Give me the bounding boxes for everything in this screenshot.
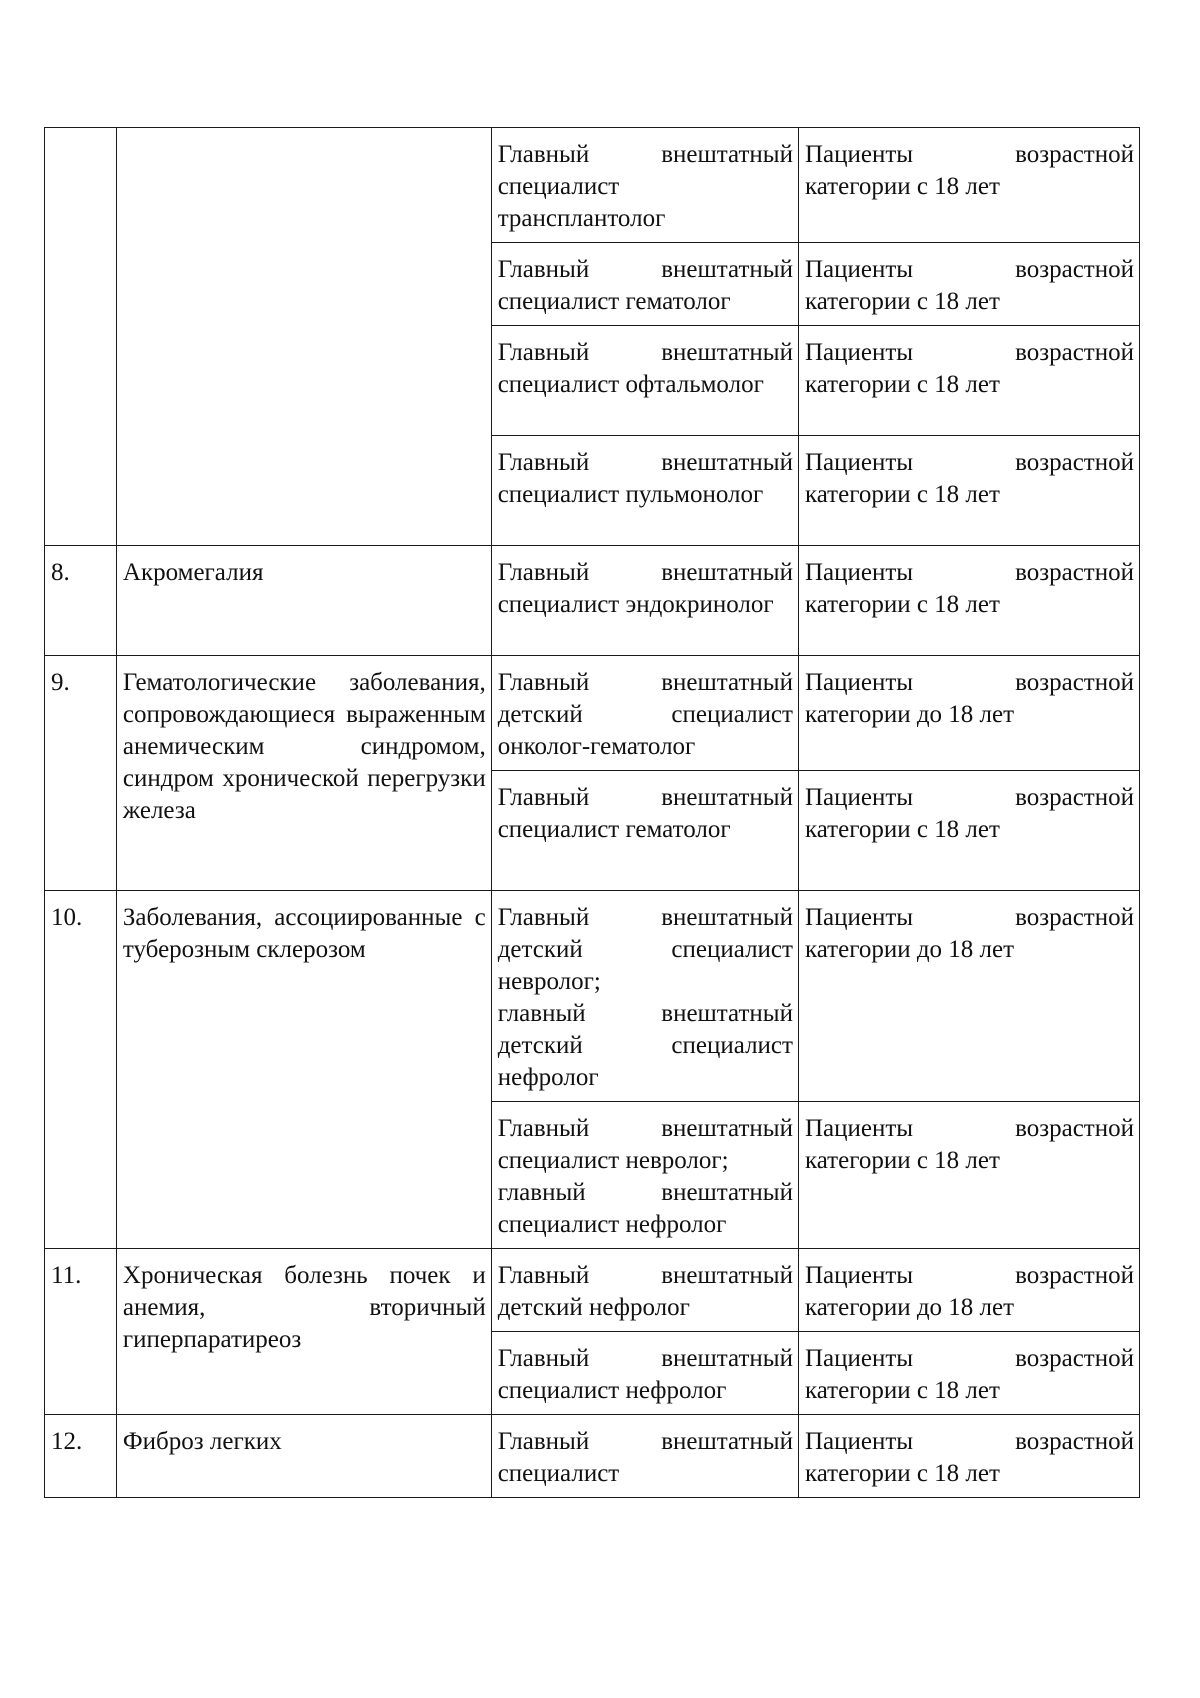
row-number-cell [45, 128, 117, 546]
specialists-table [44, 127, 1140, 1498]
category-cell: Пациенты возрастной категории с 18 лет [798, 546, 1139, 656]
specialist-cell: Главный внештатный детский специалист невролог; главный внештатный детский специалист нефролог [491, 891, 798, 1102]
table-row [45, 1249, 1140, 1332]
category-cell: Пациенты возрастной категории с 18 лет [798, 1102, 1139, 1249]
specialist-cell: Главный внештатный специалист гематолог [491, 243, 798, 326]
disease-cell [116, 128, 491, 546]
row-number-cell: 10. [45, 891, 117, 1249]
specialist-cell: Главный внештатный детский специалист онколог-гематолог [491, 656, 798, 771]
table-row [45, 1415, 1140, 1498]
category-cell: Пациенты возрастной категории с 18 лет [798, 436, 1139, 546]
table-row [45, 891, 1140, 1102]
specialist-cell: Главный внештатный специалист эндокринолог [491, 546, 798, 656]
specialist-cell: Главный внештатный специалист трансплантолог [491, 128, 798, 243]
category-cell: Пациенты возрастной категории с 18 лет [798, 128, 1139, 243]
table-row [45, 656, 1140, 771]
category-cell: Пациенты возрастной категории до 18 лет [798, 891, 1139, 1102]
specialist-cell: Главный внештатный детский нефролог [491, 1249, 798, 1332]
category-cell: Пациенты возрастной категории с 18 лет [798, 771, 1139, 891]
row-number-cell: 11. [45, 1249, 117, 1415]
specialist-cell: Главный внештатный специалист [491, 1415, 798, 1498]
specialist-cell: Главный внештатный специалист невролог; главный внештатный специалист нефролог [491, 1102, 798, 1249]
specialist-cell: Главный внештатный специалист офтальмолог [491, 326, 798, 436]
row-number-cell: 8. [45, 546, 117, 656]
category-cell: Пациенты возрастной категории с 18 лет [798, 326, 1139, 436]
row-number-cell: 9. [45, 656, 117, 891]
disease-cell: Заболевания, ассоциированные с туберозным склерозом [116, 891, 491, 1249]
disease-cell: Фиброз легких [116, 1415, 491, 1498]
disease-cell: Акромегалия [116, 546, 491, 656]
disease-cell: Гематологические заболевания, сопровождающиеся выраженным анемическим синдромом, синдром хронической перегрузки железа [116, 656, 491, 891]
specialist-cell: Главный внештатный специалист нефролог [491, 1332, 798, 1415]
specialist-cell: Главный внештатный специалист пульмонолог [491, 436, 798, 546]
category-cell: Пациенты возрастной категории до 18 лет [798, 1249, 1139, 1332]
category-cell: Пациенты возрастной категории до 18 лет [798, 656, 1139, 771]
disease-cell: Хроническая болезнь почек и анемия, вторичный гиперпаратиреоз [116, 1249, 491, 1415]
category-cell: Пациенты возрастной категории с 18 лет [798, 243, 1139, 326]
table-row [45, 546, 1140, 656]
row-number-cell: 12. [45, 1415, 117, 1498]
category-cell: Пациенты возрастной категории с 18 лет [798, 1415, 1139, 1498]
table-row [45, 128, 1140, 243]
category-cell: Пациенты возрастной категории с 18 лет [798, 1332, 1139, 1415]
specialist-cell: Главный внештатный специалист гематолог [491, 771, 798, 891]
